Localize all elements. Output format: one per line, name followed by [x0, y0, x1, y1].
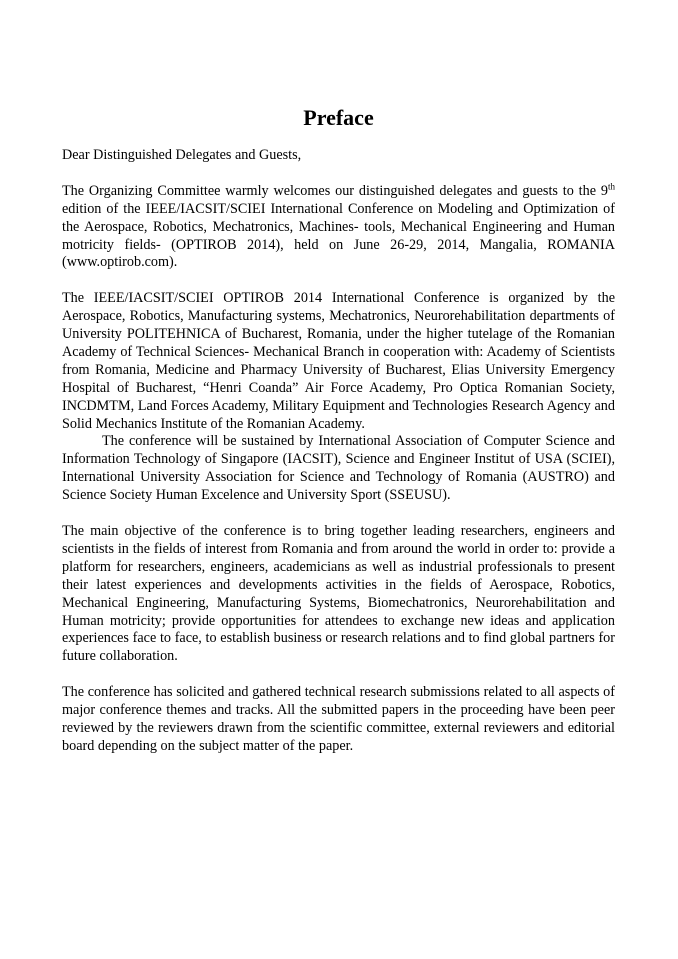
document-page: [62, 104, 615, 756]
paragraph-review: The conference has solicited and gathered technical research submissions related to all aspects of major conference themes and tracks. All the submitted papers in the proceeding have been peer reviewed by the reviewers drawn from the scientific committee, external reviewers and editorial board depending on the subject matter of the paper.: [62, 684, 615, 754]
paragraph-welcome-part1: The Organizing Committee warmly welcomes our distinguished delegates and guests to the 9: [62, 182, 608, 199]
paragraph-objective: The main objective of the conference is to bring together leading researchers, engineers and scientists in the fields of interest from Romania and from around the world in order to: provide a platform for researchers, engineers, academicians as well as industrial professionals to present their latest experiences and developments activities in the fields of Aerospace, Robotics, Mechanical Engineering, Manufacturing Systems, Biomechatronics, Neurorehabilitation and Human motricity; provide opportunities for attendees to exchange new ideas and application experiences face to face, to establish business or research relations and to find global partners for future collaboration.: [62, 522, 615, 665]
paragraph-sponsors: The conference will be sustained by International Association of Computer Science and Information Technology of Singapore (IACSIT), Science and Engineer Institut of USA (SCIEI), International University Association for Science and Technology of Romania (AUSTRO) and Science Society Human Excelence and University Sport (SSEUSU).: [62, 433, 615, 504]
ordinal-suffix: th: [607, 181, 615, 192]
paragraph-welcome-part2: edition of the IEEE/IACSIT/SCIEI International Conference on Modeling and Optimization of the Aerospace, Robotics, Mechatronics, Machines- tools, Mechanical Engineering and Human motricity fields- (OPTIROB 2014), held on June 26-29, 2014, Mangalia, ROMANIA (www.optirob.com).: [62, 200, 615, 271]
page-title: Preface: [303, 105, 374, 130]
greeting: Dear Distinguished Delegates and Guests,: [62, 147, 302, 163]
paragraph-welcome: [62, 183, 615, 273]
paragraph-organizers: The IEEE/IACSIT/SCIEI OPTIROB 2014 International Conference is organized by the Aerospace, Robotics, Manufacturing systems, Mechatronics, Neurorehabilitation departments of University POLITEHNICA of Bucharest, Romania, under the higher tutelage of the Romanian Academy of Technical Sciences- Mechanical Branch in cooperation with: Academy of Scientists from Romania, Medicine and Pharmacy University of Bucharest, Elias University Emergency Hospital of Bucharest, “Henri Coanda” Air Force Academy, Pro Optica Romanian Society, INCDMTM, Land Forces Academy, Military Equipment and Technologies Research Agency and Solid Mechanics Institute of the Romanian Academy.: [62, 290, 615, 432]
